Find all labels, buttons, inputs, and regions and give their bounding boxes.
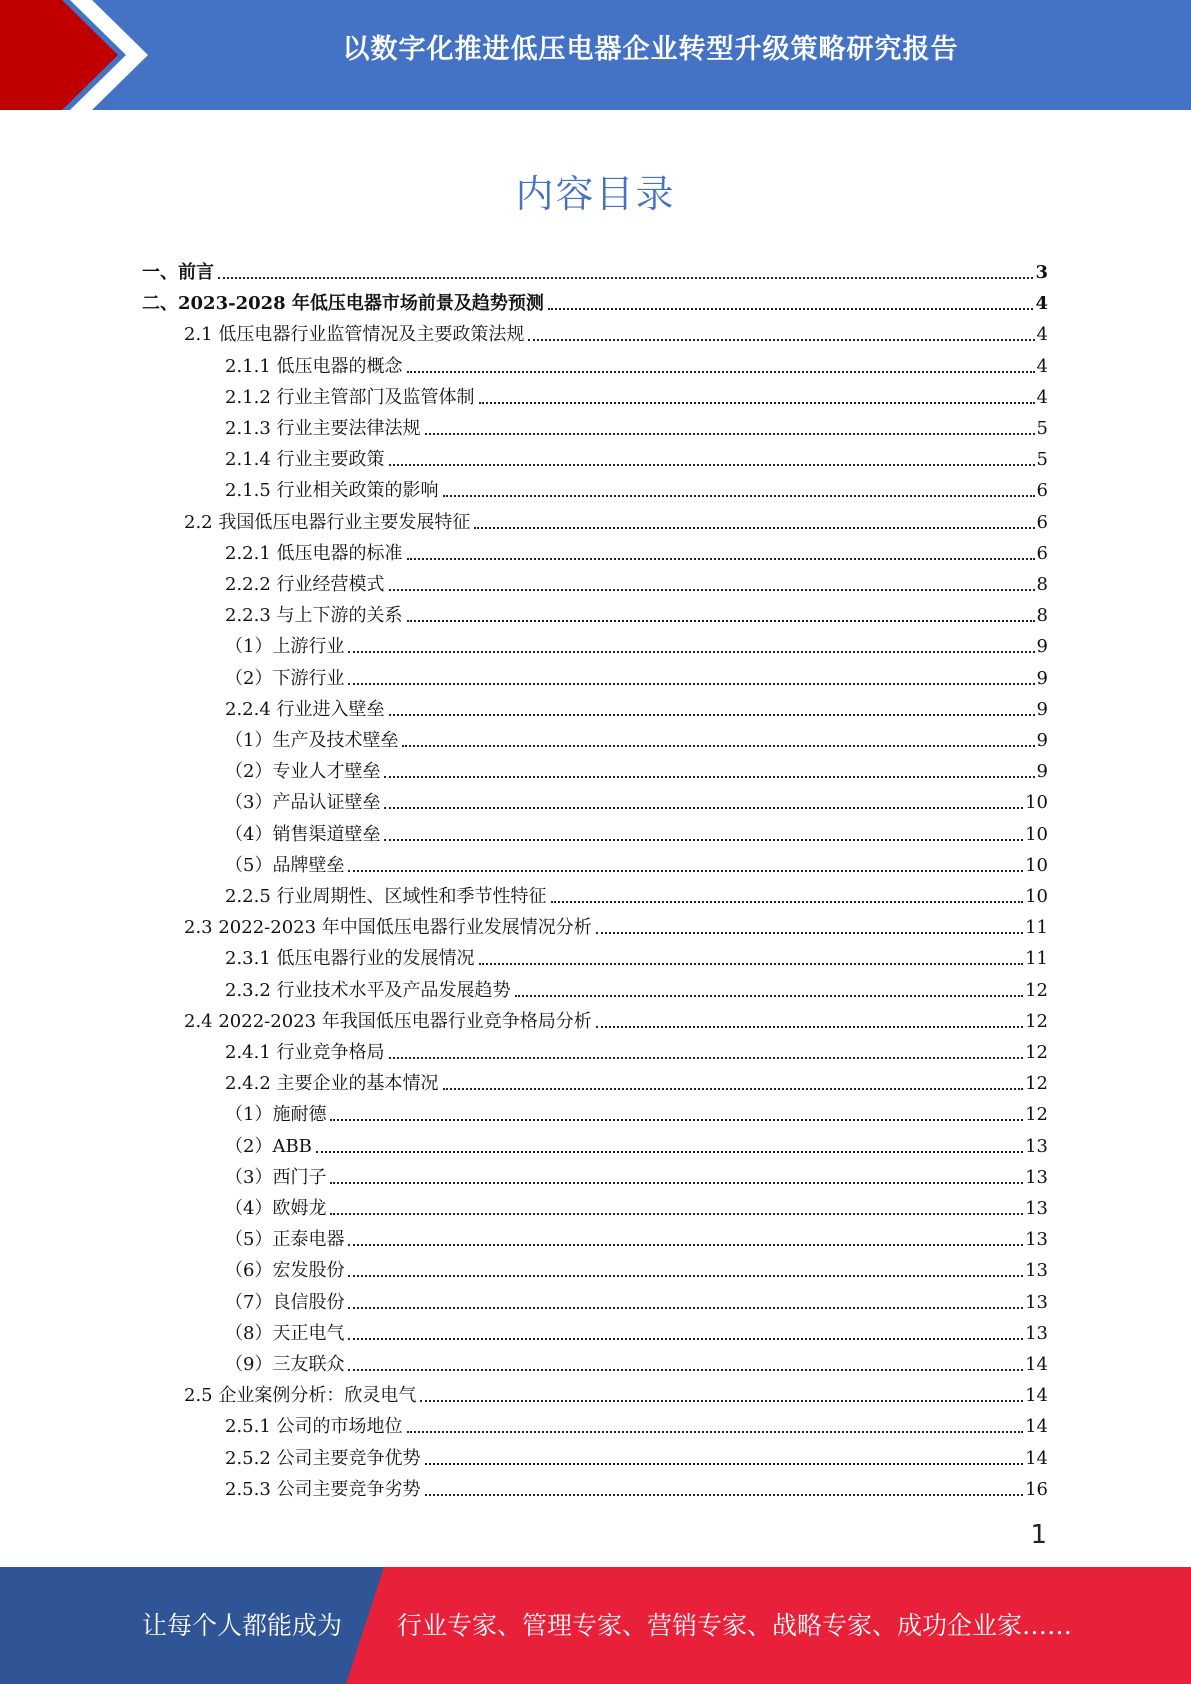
- toc-entry[interactable]: [225, 846, 1048, 877]
- toc-entry-page: 14: [1025, 1354, 1048, 1375]
- toc-entry[interactable]: [225, 565, 1048, 596]
- toc-entry-label: 2.3.1 低压电器行业的发展情况: [225, 948, 475, 970]
- toc-entry-page: 12: [1025, 1042, 1048, 1063]
- toc-entry-label: 2.5.3 公司主要竞争劣势: [225, 1478, 421, 1500]
- header-banner: [0, 0, 1191, 110]
- toc-entry[interactable]: [225, 1033, 1048, 1064]
- toc-entry-page: 16: [1025, 1478, 1048, 1500]
- toc-dot-leader: [348, 651, 1034, 653]
- toc-entry-label: （3）产品认证壁垒: [225, 792, 381, 814]
- toc-dot-leader: [515, 995, 1024, 997]
- toc-dot-leader: [316, 1151, 1023, 1153]
- toc-dot-leader: [348, 1244, 1023, 1246]
- toc-entry-page: 11: [1025, 948, 1048, 970]
- toc-entry-page: 4: [1036, 355, 1048, 377]
- toc-entry[interactable]: [225, 1158, 1048, 1189]
- report-title: 以数字化推进低压电器企业转型升级策略研究报告: [342, 34, 959, 65]
- toc-entry-page: 6: [1036, 511, 1048, 533]
- toc-entry-page: 9: [1036, 667, 1048, 689]
- toc-entry-page: 13: [1025, 1322, 1048, 1344]
- toc-entry[interactable]: [225, 1220, 1048, 1251]
- toc-dot-leader: [389, 464, 1035, 466]
- toc-dot-leader: [330, 1182, 1023, 1184]
- toc-dot-leader: [596, 1026, 1023, 1028]
- toc-dot-leader: [402, 745, 1034, 747]
- toc-entry-label: （5）品牌壁垒: [225, 854, 345, 876]
- toc-entry-label: 2.5.2 公司主要竞争优势: [225, 1447, 421, 1469]
- toc-entry-label: （4）欧姆龙: [225, 1198, 327, 1219]
- toc-entry-page: 4: [1035, 293, 1048, 315]
- toc-entry[interactable]: [225, 690, 1048, 721]
- toc-entry-page: 12: [1025, 979, 1048, 1001]
- toc-entry-page: 14: [1025, 1416, 1048, 1438]
- toc-entry-label: 2.2.4 行业进入壁垒: [225, 698, 385, 720]
- toc-heading: 内容目录: [515, 172, 676, 216]
- toc-entry[interactable]: [142, 253, 1048, 284]
- toc-entry[interactable]: [225, 1439, 1048, 1470]
- toc-entry-page: 4: [1036, 386, 1048, 408]
- toc-entry[interactable]: [225, 815, 1048, 846]
- toc-entry-label: 2.1.1 低压电器的概念: [225, 355, 403, 377]
- toc-entry-page: 11: [1025, 917, 1048, 939]
- toc-entry-page: 10: [1025, 886, 1048, 907]
- toc-dot-leader: [348, 1338, 1023, 1340]
- toc-dot-leader: [330, 1119, 1023, 1121]
- toc-dot-leader: [330, 1213, 1023, 1215]
- toc-entry-label: 2.4.1 行业竞争格局: [225, 1042, 385, 1063]
- toc-entry-page: 9: [1036, 761, 1048, 783]
- toc-entry-page: 10: [1025, 854, 1048, 876]
- toc-dot-leader: [389, 589, 1035, 591]
- toc-entry-page: 13: [1025, 1135, 1048, 1157]
- toc-dot-leader: [348, 1369, 1023, 1371]
- toc-dot-leader: [384, 807, 1023, 809]
- toc-dot-leader: [407, 1431, 1024, 1433]
- toc-entry-label: （1）上游行业: [225, 636, 345, 658]
- footer-slogan-right: 行业专家、管理专家、营销专家、战略专家、成功企业家……: [397, 1611, 1073, 1640]
- toc-entry-page: 13: [1025, 1291, 1048, 1313]
- toc-entry-label: （1）生产及技术壁垒: [225, 730, 399, 751]
- toc-entry-page: 10: [1025, 792, 1048, 814]
- toc-entry-label: 2.2.3 与上下游的关系: [225, 605, 403, 627]
- toc-entry-label: 2.3.2 行业技术水平及产品发展趋势: [225, 979, 511, 1001]
- toc-entry[interactable]: [225, 1095, 1048, 1126]
- footer-banner: [0, 1567, 1191, 1684]
- toc-entry-page: 9: [1036, 698, 1048, 720]
- toc-entry[interactable]: [225, 1064, 1048, 1095]
- toc-dot-leader: [425, 433, 1035, 435]
- toc-dot-leader: [218, 277, 1033, 279]
- toc-entry[interactable]: [184, 908, 1048, 939]
- toc-entry-page: 5: [1036, 449, 1048, 471]
- toc-entry[interactable]: [225, 627, 1048, 658]
- toc-entry-label: 2.4 2022-2023 年我国低压电器行业竞争格局分析: [184, 1010, 592, 1032]
- toc-entry-page: 13: [1025, 1229, 1048, 1251]
- toc-entry-page: 13: [1025, 1198, 1048, 1219]
- toc-entry-page: 12: [1025, 1073, 1048, 1095]
- toc-entry[interactable]: [225, 939, 1048, 970]
- toc-entry[interactable]: [225, 409, 1048, 440]
- toc-dot-leader: [407, 558, 1035, 560]
- toc-entry[interactable]: [225, 347, 1048, 378]
- toc-entry[interactable]: [184, 503, 1048, 534]
- toc-entry[interactable]: [225, 1314, 1048, 1345]
- toc-dot-leader: [425, 1463, 1024, 1465]
- toc-dot-leader: [551, 901, 1024, 903]
- toc-entry-label: （3）西门子: [225, 1166, 327, 1188]
- toc-entry[interactable]: [225, 877, 1048, 908]
- toc-dot-leader: [348, 870, 1023, 872]
- toc-entry[interactable]: [225, 752, 1048, 783]
- toc-entry[interactable]: [225, 659, 1048, 690]
- toc-entry[interactable]: [225, 378, 1048, 409]
- toc-entry-label: 2.5.1 公司的市场地位: [225, 1416, 403, 1438]
- toc-entry[interactable]: [225, 971, 1048, 1002]
- toc-dot-leader: [474, 527, 1034, 529]
- toc-entry-page: 14: [1025, 1447, 1048, 1469]
- toc-dot-leader: [384, 776, 1034, 778]
- toc-dot-leader: [443, 495, 1035, 497]
- toc-entry-label: 2.2.5 行业周期性、区域性和季节性特征: [225, 886, 547, 907]
- toc-entry-label: 2.3 2022-2023 年中国低压电器行业发展情况分析: [184, 917, 592, 939]
- toc-entry-label: 一、前言: [142, 262, 214, 283]
- toc-entry[interactable]: [225, 596, 1048, 627]
- toc-dot-leader: [348, 683, 1034, 685]
- toc-dot-leader: [425, 1494, 1024, 1496]
- toc-entry-label: 2.2.1 低压电器的标准: [225, 542, 403, 564]
- toc-entry-label: 2.4.2 主要企业的基本情况: [225, 1073, 439, 1095]
- toc-entry[interactable]: [225, 1251, 1048, 1282]
- toc-entry[interactable]: [184, 1376, 1048, 1407]
- toc-entry[interactable]: [225, 1127, 1048, 1158]
- toc-entry-page: 14: [1025, 1385, 1048, 1407]
- toc-entry-page: 13: [1025, 1166, 1048, 1188]
- toc-entry-page: 12: [1025, 1010, 1048, 1032]
- toc-entry[interactable]: [225, 534, 1048, 565]
- toc-entry[interactable]: [225, 783, 1048, 814]
- toc-entry-label: （5）正泰电器: [225, 1229, 345, 1251]
- chevron-arrow-icon: [0, 0, 160, 110]
- toc-dot-leader: [548, 308, 1034, 310]
- toc-entry-label: （4）销售渠道壁垒: [225, 823, 381, 845]
- toc-dot-leader: [528, 339, 1034, 341]
- toc-entry-label: 2.1 低压电器行业监管情况及主要政策法规: [184, 324, 525, 346]
- toc-entry-page: 8: [1036, 574, 1048, 595]
- toc-entry-page: 6: [1036, 480, 1048, 502]
- toc-entry-label: 2.1.4 行业主要政策: [225, 449, 385, 471]
- toc-entry-page: 9: [1036, 636, 1048, 658]
- toc-entry[interactable]: [142, 284, 1048, 315]
- toc-entry-label: （2）ABB: [225, 1135, 312, 1157]
- toc-entry-page: 10: [1025, 823, 1048, 845]
- toc-entry-page: 6: [1036, 542, 1048, 564]
- toc-entry-label: （9）三友联众: [225, 1354, 345, 1375]
- toc-dot-leader: [407, 371, 1035, 373]
- toc-dot-leader: [389, 1057, 1024, 1059]
- toc-entry-label: 二、2023-2028 年低压电器市场前景及趋势预测: [142, 293, 544, 315]
- toc-dot-leader: [348, 1307, 1023, 1309]
- toc-entry-label: （2）专业人才壁垒: [225, 761, 381, 783]
- toc-dot-leader: [443, 1088, 1024, 1090]
- toc-dot-leader: [389, 714, 1035, 716]
- toc-entry-label: 2.2 我国低压电器行业主要发展特征: [184, 511, 471, 533]
- toc-entry[interactable]: [225, 721, 1048, 752]
- toc-entry-page: 5: [1036, 418, 1048, 439]
- toc-entry[interactable]: [225, 1470, 1048, 1501]
- toc-entry-label: （2）下游行业: [225, 667, 345, 689]
- toc-dot-leader: [596, 932, 1023, 934]
- toc-dot-leader: [479, 402, 1035, 404]
- toc-dot-leader: [348, 1275, 1023, 1277]
- toc-entry[interactable]: [225, 1407, 1048, 1438]
- toc-entry[interactable]: [225, 440, 1048, 471]
- toc-entry-label: 2.2.2 行业经营模式: [225, 574, 385, 595]
- toc-entry[interactable]: [225, 1189, 1048, 1220]
- toc-entry-label: 2.1.2 行业主管部门及监管体制: [225, 386, 475, 408]
- toc-entry-page: 9: [1036, 730, 1048, 751]
- toc-entry[interactable]: [184, 315, 1048, 346]
- toc-entry[interactable]: [225, 1345, 1048, 1376]
- toc-dot-leader: [407, 620, 1035, 622]
- toc-entry[interactable]: [225, 471, 1048, 502]
- footer-slogan-left: 让每个人都能成为: [142, 1611, 343, 1640]
- toc-entry-page: 8: [1036, 605, 1048, 627]
- toc-dot-leader: [479, 963, 1024, 965]
- toc-entry[interactable]: [184, 1002, 1048, 1033]
- toc-entry-page: 12: [1025, 1104, 1048, 1126]
- toc-dot-leader: [384, 839, 1023, 841]
- toc-entry[interactable]: [225, 1283, 1048, 1314]
- toc-entry-label: 2.1.5 行业相关政策的影响: [225, 480, 439, 502]
- toc-entry-label: （7）良信股份: [225, 1291, 345, 1313]
- toc-entry-label: 2.5 企业案例分析：欣灵电气: [184, 1385, 417, 1407]
- toc-entry-page: 13: [1025, 1260, 1048, 1282]
- toc-entry-label: （1）施耐德: [225, 1104, 327, 1126]
- toc-entry-label: （6）宏发股份: [225, 1260, 345, 1282]
- page-number: 1: [1030, 1520, 1047, 1550]
- toc-entry-page: 3: [1035, 262, 1048, 283]
- toc-entry-label: （8）天正电气: [225, 1322, 345, 1344]
- toc-entry-label: 2.1.3 行业主要法律法规: [225, 418, 421, 439]
- toc-entry-page: 4: [1036, 324, 1048, 346]
- toc-dot-leader: [420, 1400, 1023, 1402]
